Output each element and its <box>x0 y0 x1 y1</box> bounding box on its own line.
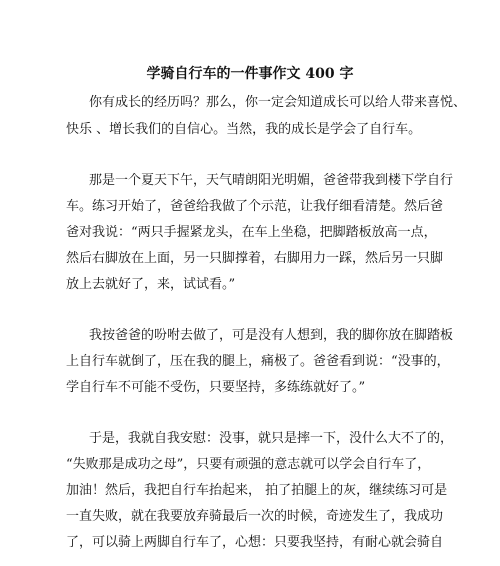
document-title: 学骑自行车的一件事作文 400 字 <box>146 66 354 82</box>
paragraph-2-line-3: 爸对我说：“两只手握紧龙头，在车上坐稳，把脚踏板放高一点， <box>66 225 437 240</box>
paragraph-2-line-4: 然后右脚放在上面，另一只脚撑着，右脚用力一踩，然后另一只脚 <box>66 251 444 266</box>
paragraph-1-line-1: 你有成长的经历吗？那么，你一定会知道成长可以给人带来喜悦、 <box>89 95 467 110</box>
paragraph-4-line-5: 了，可以骑上两脚自行车了，心想：只要我坚持，有耐心就会骑自 <box>66 535 444 550</box>
paragraph-4-line-4: 一直失败，就在我要放弃骑最后一次的时候，奇迹发生了，我成功 <box>66 509 444 524</box>
paragraph-3-line-3: 学自行车不可能不受伤，只要坚持，多练练就好了。” <box>66 380 366 395</box>
paragraph-2-line-2: 车。练习开始了，爸爸给我做了个示范，让我仔细看清楚。然后爸 <box>66 199 444 214</box>
paragraph-4-line-1: 于是，我就自我安慰：没事，就只是摔一下，没什么大不了的， <box>89 431 454 446</box>
paragraph-4-line-2: “失败那是成功之母”，只要有顽强的意志就可以学会自行车了， <box>66 457 431 472</box>
paragraph-3-line-1: 我按爸爸的吩咐去做了，可是没有人想到，我的脚你放在脚踏板 <box>89 328 454 343</box>
paragraph-1-line-2: 快乐 、增长我们的自信心。当然，我的成长是学会了自行车。 <box>66 122 422 137</box>
paragraph-3-line-2: 上自行车就倒了，压在我的腿上，痛极了。爸爸看到说：“没事的， <box>66 354 450 369</box>
paragraph-2-line-5: 放上去就好了，来，试试看。” <box>66 277 236 292</box>
paragraph-2-line-1: 那是一个夏天下午，天气晴朗阳光明媚，爸爸带我到楼下学自行 <box>89 173 454 188</box>
paragraph-4-line-3: 加油！然后，我把自行车抬起来， 拍了拍腿上的灰，继续练习可是 <box>66 483 448 498</box>
